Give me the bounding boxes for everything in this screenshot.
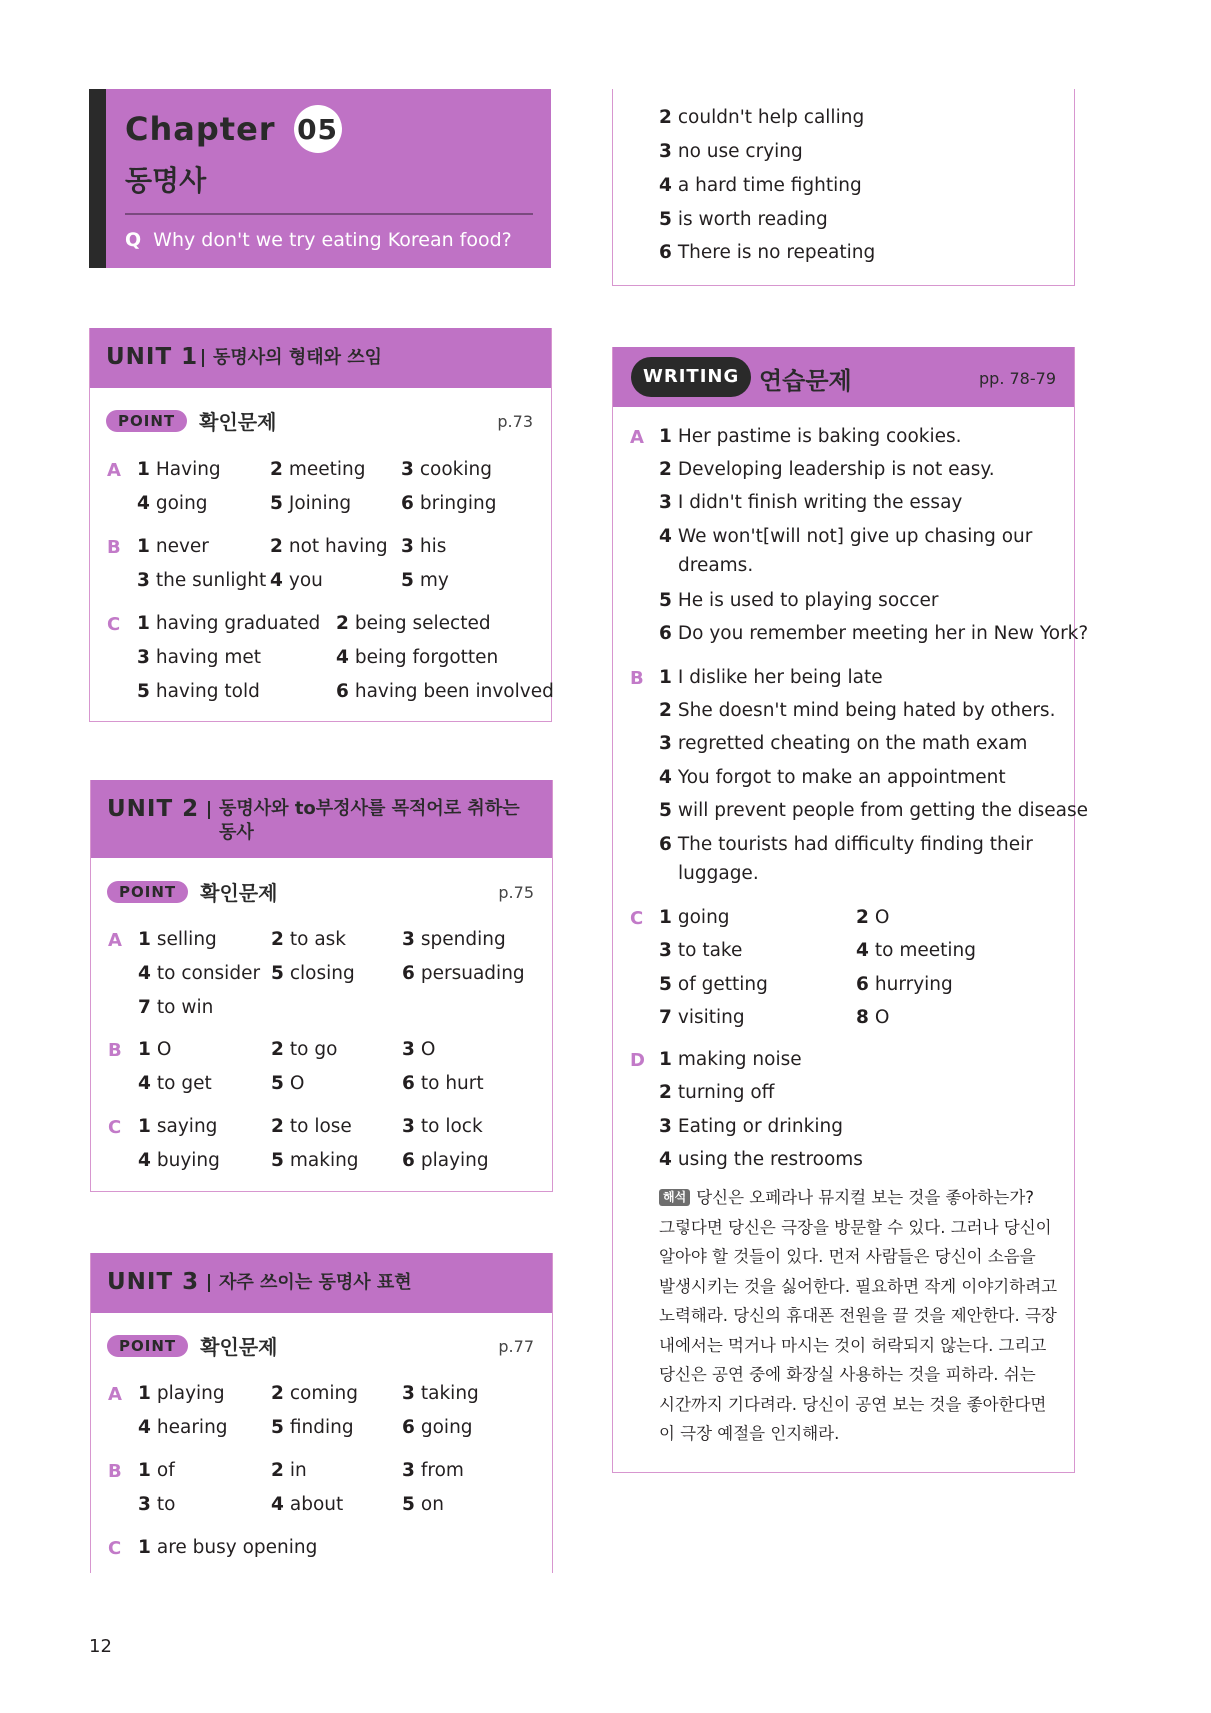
answer-item: 5 O [271,1073,305,1094]
unit2-description: 동명사와 to부정사를 목적어로 취하는 동사 [219,798,520,843]
answer-item: 2 not having [270,536,388,557]
list-item: 2 couldn't help calling [659,107,865,128]
answer-item: 4 about [271,1494,344,1515]
point-label: 확인문제 [200,1335,278,1359]
answer-item: 3 to [138,1494,176,1515]
answer-item: 4 to consider [138,963,261,984]
page-reference: pp. 78-79 [979,369,1056,388]
translation-line: 이 극장 예절을 인지해라. [659,1424,840,1443]
answer-item: 3 having met [137,647,262,668]
page-reference: p.75 [498,883,534,902]
answer-item: 6 to hurt [402,1073,484,1094]
answer-item: 1 I dislike her being late [659,667,883,688]
section-letter-c: C [108,1538,122,1559]
chapter-divider [125,213,533,215]
unit3-title: UNIT 3 [107,1269,200,1295]
answer-item: 5 making [271,1150,359,1171]
point-heading [106,406,276,435]
unit3-description: 자주 쓰이는 동명사 표현 [219,1272,412,1293]
answer-item: 1 never [137,536,209,557]
unit3-continuation-box [612,89,1075,286]
answer-item: 6 The tourists had difficulty finding their [659,834,1033,855]
answer-item: 5 closing [271,963,355,984]
answer-item: 1 O [138,1039,172,1060]
answer-item: 6 hurrying [856,974,953,995]
answer-item: 3 from [402,1460,464,1481]
section-letter-b: B [108,1461,122,1482]
page-reference: p.77 [498,1337,534,1356]
answer-item: 2 turning off [659,1082,775,1103]
answer-item: 5 on [402,1494,444,1515]
point-badge: POINT [107,881,188,903]
answer-item: 5 He is used to playing soccer [659,590,939,611]
translation-line: 해석 당신은 오페라나 뮤지컬 보는 것을 좋아하는가? [659,1183,1057,1213]
chapter-title [125,105,342,153]
list-item: 5 is worth reading [659,209,828,230]
unit2-title: UNIT 2 [107,796,200,822]
answer-item: 6 Do you remember meeting her in New York? [659,623,1089,644]
answer-item: 4 We won't[will not] give up chasing our [659,526,1033,547]
answer-item: 8 O [856,1007,890,1028]
chapter-header [89,89,551,268]
section-letter-c: C [107,614,121,635]
answer-item: 4 You forgot to make an appointment [659,767,1006,788]
point-label: 확인문제 [199,410,277,434]
chapter-title-text: Chapter [125,110,276,148]
answer-item: 2 Developing leadership is not easy. [659,459,995,480]
translation-line: 내에서는 먹거나 마시는 것이 허락되지 않는다. 그리고 [659,1335,1047,1355]
point-heading [107,877,277,906]
answer-item: 6 playing [402,1150,489,1171]
question-marker: Q [125,229,142,251]
answer-item: 1 playing [138,1383,225,1404]
answer-item: 1 going [659,907,730,928]
chapter-subtitle: 동명사 [125,164,207,197]
answer-item: 6 persuading [402,963,525,984]
answer-item: 3 I didn't finish writing the essay [659,492,963,513]
answer-item: 2 She doesn't mind being hated by others. [659,700,1056,721]
answer-item: 2 coming [271,1383,358,1404]
list-item: 4 a hard time fighting [659,175,862,196]
answer-item: 5 Joining [270,493,352,514]
unit3-header [91,1253,552,1313]
translation-line: 시간까지 기다려라. 당신이 공연 보는 것을 좋아한다면 [659,1394,1047,1414]
section-letter-c: C [630,908,644,929]
answer-item: 3 the sunlight [137,570,267,591]
answer-item: 3 his [401,536,447,557]
section-letter-a: A [630,427,644,448]
answer-item: 5 of getting [659,974,768,995]
answer-item: 3 spending [402,929,506,950]
answer-item: 2 in [271,1460,307,1481]
answer-item: 5 finding [271,1417,354,1438]
unit-divider [208,801,210,819]
unit1-header [90,328,551,388]
chapter-number-badge: 05 [294,105,342,153]
answer-item: 4 being forgotten [336,647,499,668]
answer-item: 5 will prevent people from getting the disease [659,800,1088,821]
unit-divider [202,349,204,367]
answer-item: 1 saying [138,1116,218,1137]
answer-item-continued: luggage. [678,863,759,884]
answer-item: 1 of [138,1460,175,1481]
page-reference: p.73 [497,412,533,431]
section-letter-b: B [630,668,644,689]
answer-item: 4 to get [138,1073,212,1094]
answer-item: 5 my [401,570,449,591]
answer-item: 6 going [402,1417,473,1438]
section-letter-d: D [630,1050,645,1071]
answer-item: 3 to lock [402,1116,483,1137]
chapter-question [125,229,512,251]
answer-item: 4 to meeting [856,940,976,961]
answer-item: 4 using the restrooms [659,1149,863,1170]
section-letter-a: A [107,460,121,481]
page-number: 12 [89,1636,112,1657]
point-badge: POINT [107,1335,188,1357]
answer-item: 6 bringing [401,493,497,514]
section-letter-b: B [107,537,121,558]
answer-item: 6 having been involved [336,681,554,702]
answer-item: 7 to win [138,997,214,1018]
answer-item: 4 hearing [138,1417,228,1438]
unit1-box [89,328,552,722]
writing-box [612,347,1089,1473]
answer-item: 1 are busy opening [138,1537,318,1558]
answer-item: 3 O [402,1039,436,1060]
unit2-box [90,780,553,1192]
answer-item-continued: dreams. [678,555,754,576]
writing-badge: WRITING [631,357,751,397]
section-letter-a: A [108,930,122,951]
writing-header [613,347,1074,407]
unit1-description: 동명사의 형태와 쓰임 [213,347,383,368]
answer-item: 7 visiting [659,1007,745,1028]
unit1-title: UNIT 1 [106,344,199,370]
translation-tag: 해석 [659,1189,690,1206]
answer-item: 1 Having [137,459,221,480]
answer-item: 1 making noise [659,1049,802,1070]
translation-line: 노력해라. 당신의 휴대폰 전원을 끌 것을 제안한다. 극장 [659,1306,1057,1325]
translation-line: 그렇다면 당신은 극장을 방문할 수 있다. 그러나 당신이 [659,1217,1052,1237]
answer-item: 4 going [137,493,208,514]
answer-item: 2 O [856,907,890,928]
point-heading [107,1331,277,1360]
answer-item: 1 having graduated [137,613,321,634]
answer-item: 5 having told [137,681,260,702]
answer-item: 1 selling [138,929,217,950]
answer-item: 2 being selected [336,613,491,634]
unit2-header [91,780,552,858]
section-letter-b: B [108,1040,122,1061]
chapter-spine [89,89,106,268]
answer-item: 2 to lose [271,1116,352,1137]
translation-line: 발생시키는 것을 싫어한다. 필요하면 작게 이야기하려고 [659,1276,1058,1296]
translation-line: 당신은 공연 중에 화장실 사용하는 것을 피하라. 쉬는 [659,1365,1036,1384]
answer-item: 3 Eating or drinking [659,1116,843,1137]
list-item: 6 There is no repeating [659,242,876,263]
section-letter-c: C [108,1117,122,1138]
answer-item: 2 meeting [270,459,366,480]
translation-line: 알아야 할 것들이 있다. 먼저 사람들은 당신이 소음을 [659,1247,1036,1266]
writing-label: 연습문제 [759,367,852,395]
point-label: 확인문제 [200,881,278,905]
answer-item: 3 taking [402,1383,479,1404]
answer-item: 1 Her pastime is baking cookies. [659,426,962,447]
section-letter-a: A [108,1384,122,1405]
answer-item: 4 you [270,570,323,591]
translation-block [659,1183,1057,1449]
answer-item: 3 to take [659,940,743,961]
answer-item: 3 regretted cheating on the math exam [659,733,1028,754]
point-badge: POINT [106,410,187,432]
unit-divider [208,1274,210,1292]
answer-item: 3 cooking [401,459,493,480]
question-text: Why don't we try eating Korean food? [153,229,512,251]
answer-item: 4 buying [138,1150,220,1171]
answer-item: 2 to ask [271,929,347,950]
unit3-box [90,1253,553,1573]
list-item: 3 no use crying [659,141,803,162]
answer-item: 2 to go [271,1039,338,1060]
